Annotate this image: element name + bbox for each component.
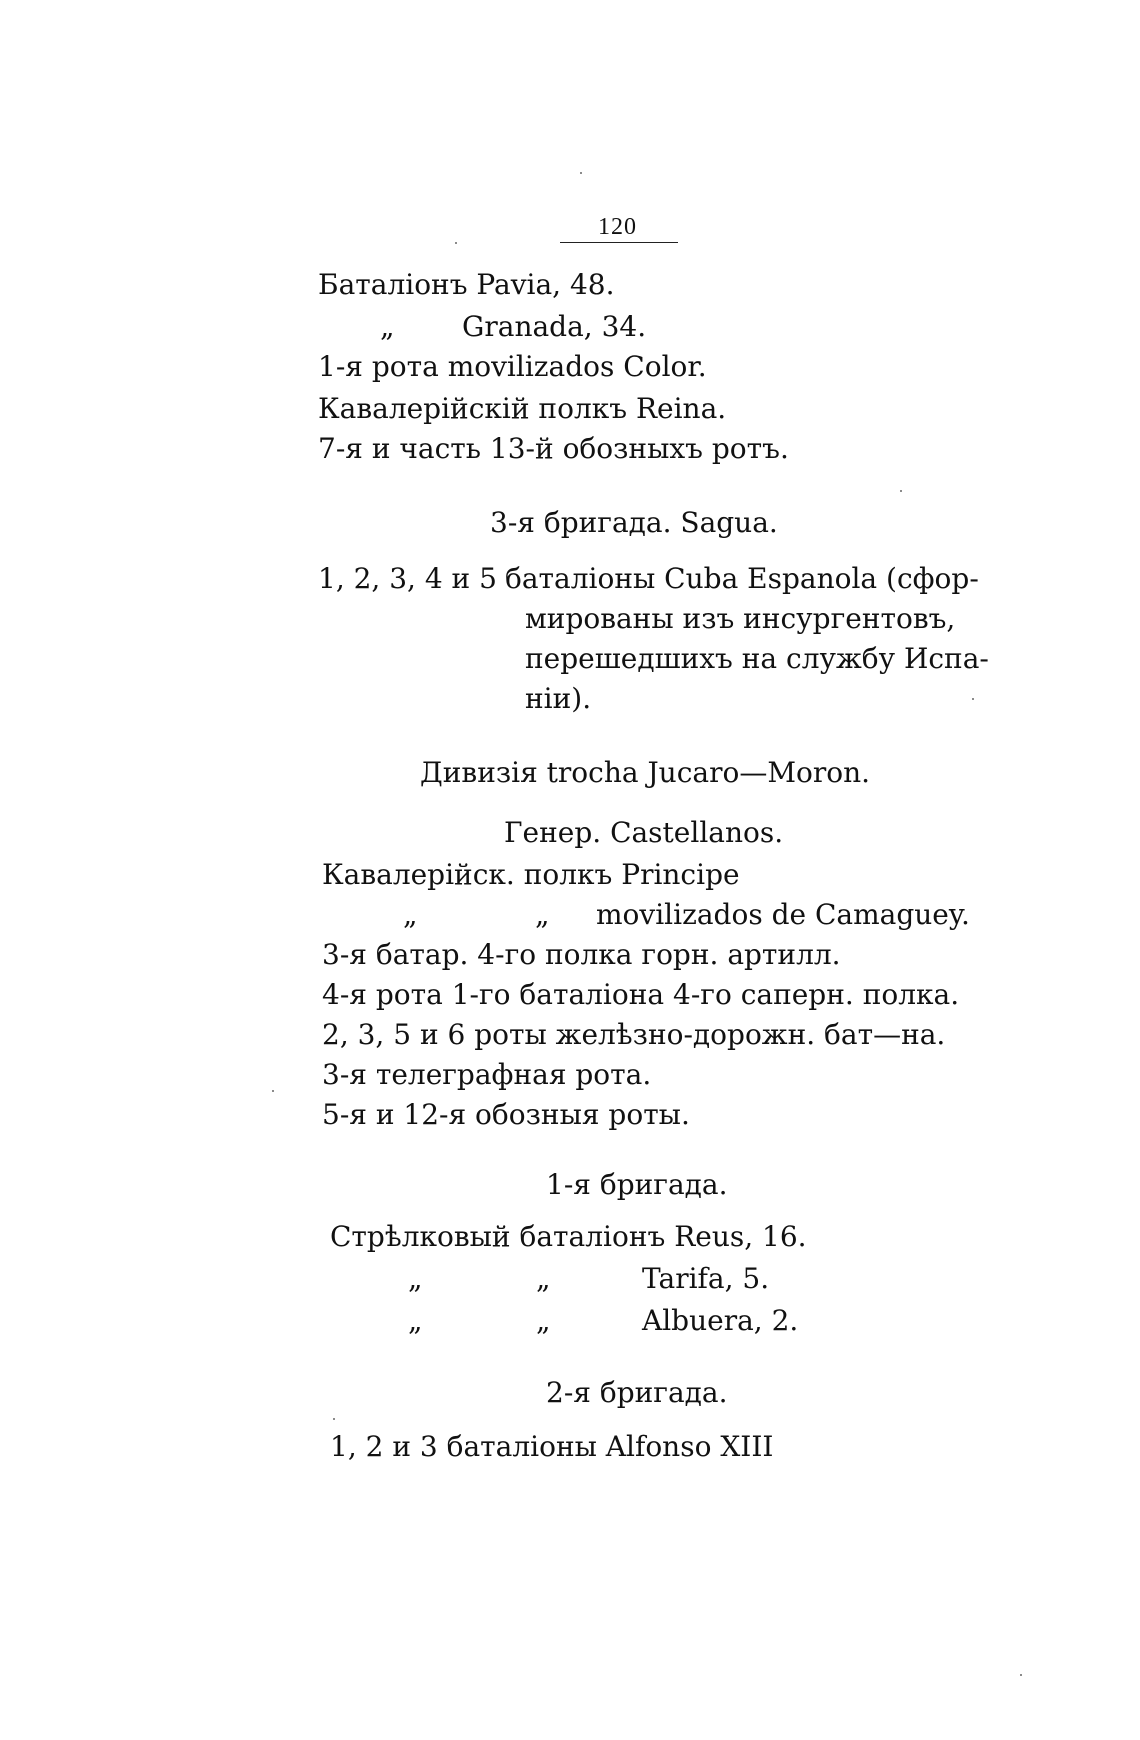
text-line: 7-я и часть 13-й обозныхъ ротъ. [318,432,789,465]
text-line: Баталіонъ Pavia, 48. [318,268,615,301]
page-number: 120 [598,214,637,240]
text-line: перешедшихъ на службу Испа- [525,642,989,675]
text-line: 3-я телеграфная рота. [322,1058,652,1091]
text-line: мированы изъ инсургентовъ, [525,602,956,635]
ditto-mark: „ [536,1262,551,1295]
text-line: Tarifa, 5. [642,1262,770,1295]
page-number-rule [560,242,678,243]
text-line: Albuera, 2. [642,1304,799,1337]
paper-speck [272,1090,274,1092]
text-line: баталіоны Cuba Espanola (сфор- [505,562,979,595]
paper-speck [580,172,582,174]
ditto-mark: „ [380,310,395,343]
text-line: Стрѣлковый баталіонъ Reus, 16. [330,1220,807,1253]
paper-speck [972,698,974,700]
text-line: movilizados de Camaguey. [596,898,970,931]
ditto-mark: „ [408,1304,423,1337]
text-line: 1, 2 и 3 баталіоны Alfonso XIII [330,1430,774,1463]
text-line: Кавалерійскій полкъ Reina. [318,392,727,425]
ditto-mark: „ [408,1262,423,1295]
ditto-mark: „ [536,1304,551,1337]
paper-speck [333,1418,335,1420]
text-line: 4-я рота 1-го баталіона 4-го саперн. полка. [322,978,960,1011]
text-line: ніи). [525,682,592,715]
text-line: 1-я рота movilizados Color. [318,350,707,383]
text-line: 5-я и 12-я обозныя роты. [322,1098,690,1131]
paper-speck [1020,1674,1022,1676]
text-line: 2, 3, 5 и 6 роты желѣзно-дорожн. бат—на. [322,1018,946,1051]
paper-speck [455,242,457,244]
ditto-mark: „ [403,898,418,931]
section-heading: 3-я бригада. Sagua. [490,506,778,539]
section-heading: 2-я бригада. [546,1376,728,1409]
text-line: 1, 2, 3, 4 и 5 [318,562,497,595]
text-line: Кавалерійск. полкъ Principe [322,858,740,891]
section-heading: Дивизія trocha Jucaro—Moron. [420,756,871,789]
section-heading: Генер. Castellanos. [504,816,784,849]
section-heading: 1-я бригада. [546,1168,728,1201]
paper-speck [900,490,902,492]
text-line: Granada, 34. [462,310,647,343]
text-line: 3-я батар. 4-го полка горн. артилл. [322,938,841,971]
ditto-mark: „ [535,898,550,931]
